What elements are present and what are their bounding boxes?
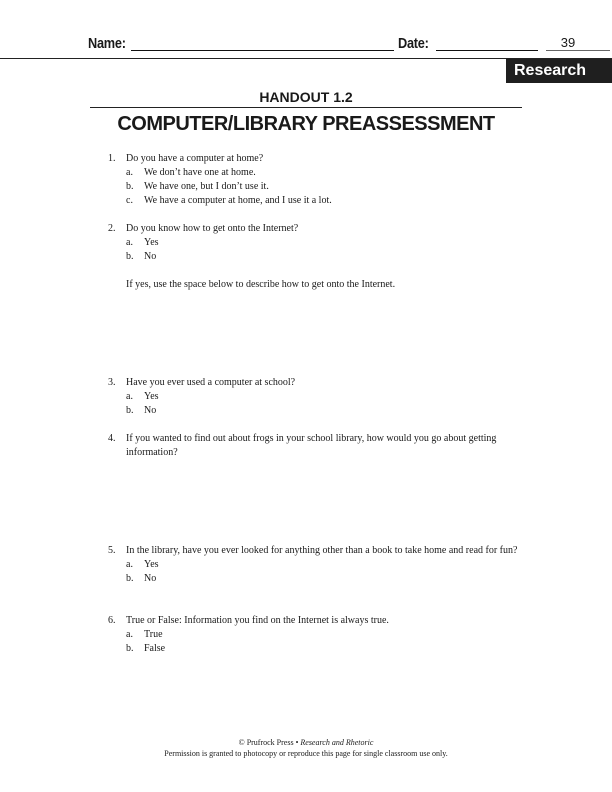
option-text: Yes	[144, 237, 159, 248]
option-text: No	[144, 251, 157, 262]
answer-option[interactable]	[126, 628, 528, 642]
name-field[interactable]	[131, 50, 394, 51]
question-text: Have you ever used a computer at school?	[126, 377, 296, 388]
option-letter: a.	[126, 391, 133, 402]
question-number: 4.	[108, 433, 116, 444]
question-note: If yes, use the space below to describe how to get onto the Internet.	[126, 279, 396, 290]
title-rule	[90, 107, 522, 108]
answer-option[interactable]	[126, 194, 528, 208]
answer-space[interactable]	[126, 466, 526, 536]
handout-label: HANDOUT 1.2	[259, 89, 353, 105]
question-5	[108, 544, 528, 586]
page-number: 39	[560, 35, 576, 50]
option-text: No	[144, 405, 157, 416]
question-1	[108, 152, 528, 208]
option-text: Yes	[144, 391, 159, 402]
question-number: 6.	[108, 615, 116, 626]
option-text: No	[144, 573, 157, 584]
date-label: Date:	[398, 35, 429, 52]
option-text: False	[144, 643, 166, 654]
answer-option[interactable]	[126, 236, 528, 250]
option-letter: b.	[126, 643, 134, 654]
page-title: COMPUTER/LIBRARY PREASSESSMENT	[117, 113, 495, 135]
answer-option[interactable]	[126, 404, 528, 418]
question-text: In the library, have you ever looked for anything other than a book to take home and read for fun?	[126, 545, 518, 556]
footer-copyright	[0, 737, 612, 748]
section-tab: Research	[506, 59, 612, 83]
book-title: Research and Rhetoric	[300, 738, 374, 747]
option-text: We have one, but I don’t use it.	[144, 181, 269, 192]
copyright-text: © Prufrock Press •	[238, 738, 301, 747]
question-text: Do you have a computer at home?	[126, 153, 264, 164]
answer-option[interactable]	[126, 558, 528, 572]
answer-option[interactable]	[126, 390, 528, 404]
option-letter: a.	[126, 559, 133, 570]
answer-space[interactable]	[126, 296, 526, 366]
option-text: Yes	[144, 559, 159, 570]
answer-option[interactable]	[126, 572, 528, 586]
page-number-underline	[546, 50, 610, 51]
option-letter: b.	[126, 573, 134, 584]
option-letter: b.	[126, 181, 134, 192]
option-text: True	[144, 629, 163, 640]
question-2	[108, 222, 528, 292]
question-number: 3.	[108, 377, 116, 388]
footer-permission: Permission is granted to photocopy or reproduce this page for single classroom use only.	[164, 749, 448, 758]
answer-option[interactable]	[126, 642, 528, 656]
question-6	[108, 614, 528, 656]
option-letter: a.	[126, 629, 133, 640]
question-text: Do you know how to get onto the Internet?	[126, 223, 299, 234]
option-letter: c.	[126, 195, 133, 206]
question-number: 1.	[108, 153, 116, 164]
answer-option[interactable]	[126, 166, 528, 180]
question-text: If you wanted to find out about frogs in your school library, how would you go about getting information?	[126, 433, 497, 458]
date-field[interactable]	[436, 50, 538, 51]
name-label: Name:	[88, 35, 126, 52]
question-text: True or False: Information you find on the Internet is always true.	[126, 615, 389, 626]
question-number: 5.	[108, 545, 116, 556]
question-4	[108, 432, 528, 460]
answer-option[interactable]	[126, 250, 528, 264]
option-letter: a.	[126, 237, 133, 248]
answer-option[interactable]	[126, 180, 528, 194]
option-letter: b.	[126, 405, 134, 416]
option-letter: a.	[126, 167, 133, 178]
option-letter: b.	[126, 251, 134, 262]
option-text: We don’t have one at home.	[144, 167, 256, 178]
option-text: We have a computer at home, and I use it a lot.	[144, 195, 332, 206]
question-3	[108, 376, 528, 418]
question-number: 2.	[108, 223, 116, 234]
